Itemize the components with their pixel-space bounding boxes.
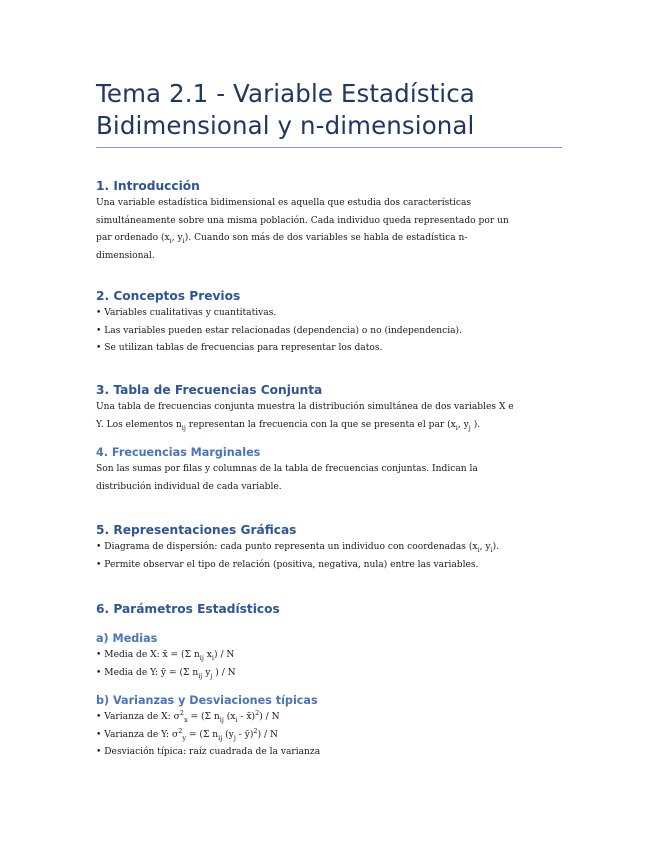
subsection-heading: 4. Frecuencias Marginales (96, 446, 261, 459)
document-page (96, 78, 562, 148)
subscript: j (233, 733, 236, 742)
text: - x̄) (237, 712, 256, 722)
superscript: 2 (179, 708, 184, 717)
text: = (Σ n (186, 729, 219, 740)
subscript: ij (218, 733, 223, 742)
section-parametros-estadisticos (96, 601, 562, 762)
text: Y. Los elementos n (96, 419, 182, 430)
subscript: ij (198, 671, 203, 680)
bullet-list (96, 539, 562, 574)
section-heading: 3. Tabla de Frecuencias Conjunta (96, 383, 323, 397)
subscript: ij (199, 653, 204, 662)
list-item: • Permite observar el tipo de relación (positiva, negativa, nula) entre las variables. (96, 557, 562, 575)
text: ) / N (257, 729, 278, 740)
paragraph-line: dimensional. (96, 250, 155, 261)
superscript: 2 (253, 726, 258, 735)
paragraph-line: Una variable estadística bidimensional es aquella que estudia dos características (96, 198, 472, 208)
section-introduccion (96, 178, 562, 265)
subscript: x (183, 715, 188, 724)
bullet-list (96, 709, 562, 762)
title-line-1: Tema 2.1 - Variable Estadística (96, 79, 475, 108)
list-item (96, 727, 562, 745)
subscript: i (235, 715, 238, 724)
bullet-list (96, 305, 562, 358)
section-heading: 5. Representaciones Gráficas (96, 523, 297, 537)
paragraph-line (96, 230, 562, 248)
section-frecuencias-marginales (96, 445, 562, 496)
subsection-heading: a) Medias (96, 632, 158, 645)
text: , y (171, 233, 183, 243)
list-item: • Las variables pueden estar relacionadas (dependencia) o no (independencia). (96, 323, 562, 341)
text: Varianza de Y: σ (104, 729, 179, 740)
subsection-heading: b) Varianzas y Desviaciones típicas (96, 694, 318, 707)
section-heading: 1. Introducción (96, 179, 200, 193)
text: ) / N (214, 650, 235, 660)
text: y (202, 667, 211, 678)
list-item (96, 539, 562, 557)
text: Varianza de X: σ (104, 712, 180, 722)
text: (y (222, 729, 234, 740)
text: , y (457, 419, 469, 430)
text: , y (479, 542, 491, 552)
text: Diagrama de dispersión: cada punto representa un individuo con coordenadas (x (104, 542, 478, 552)
list-item: • Variables cualitativas y cuantitativas. (96, 305, 562, 323)
list-item (96, 647, 562, 665)
subscript: y (182, 733, 187, 742)
subscript: i (477, 545, 480, 554)
title-line-2: Bidimensional y n-dimensional (96, 111, 475, 140)
text: Media de X: x̄ = (Σ n (104, 650, 200, 660)
subscript: i (455, 423, 458, 432)
paragraph-line (96, 417, 562, 435)
text: ). (492, 542, 500, 552)
subscript: i (182, 236, 185, 245)
text: = (Σ n (187, 712, 220, 722)
subscript: ij (219, 715, 224, 724)
paragraph-line: simultáneamente sobre una misma población. Cada individuo queda representado por un (96, 215, 509, 226)
list-item (96, 709, 562, 727)
subscript: i (169, 236, 172, 245)
paragraph-line: distribución individual de cada variable. (96, 481, 282, 492)
title-divider (96, 147, 562, 148)
text: ). Cuando son más de dos variables se habla de estadística n- (184, 233, 468, 243)
subscript: ij (181, 423, 186, 432)
subscript: j (210, 671, 213, 680)
subscript: i (490, 545, 493, 554)
list-item: • Se utilizan tablas de frecuencias para representar los datos. (96, 340, 562, 358)
superscript: 2 (178, 726, 183, 735)
paragraph-line: Una tabla de frecuencias conjunta muestra la distribución simultánea de dos variables X e (96, 402, 514, 412)
text: - ȳ) (235, 729, 254, 740)
text: representan la frecuencia con la que se presenta el par (x (185, 419, 456, 430)
text: ) / N (259, 712, 280, 722)
bullet-list (96, 647, 562, 682)
text: ). (470, 419, 481, 430)
list-item: • Desviación típica: raíz cuadrada de la varianza (96, 744, 562, 762)
subscript: j (468, 423, 471, 432)
text: Media de Y: ȳ = (Σ n (104, 667, 199, 678)
text: (x (223, 712, 236, 722)
subscript: i (211, 653, 215, 662)
text: x (203, 650, 212, 660)
document-title (96, 78, 562, 142)
text: par ordenado (x (96, 233, 170, 243)
section-heading: 2. Conceptos Previos (96, 289, 241, 303)
section-conceptos-previos (96, 288, 562, 358)
section-heading: 6. Parámetros Estadísticos (96, 602, 280, 616)
section-tabla-frecuencias (96, 382, 562, 434)
section-representaciones-graficas (96, 522, 562, 574)
list-item (96, 665, 562, 683)
paragraph-line: Son las sumas por filas y columnas de la tabla de frecuencias conjuntas. Indican la (96, 464, 478, 474)
superscript: 2 (255, 708, 260, 717)
text: ) / N (212, 667, 236, 678)
